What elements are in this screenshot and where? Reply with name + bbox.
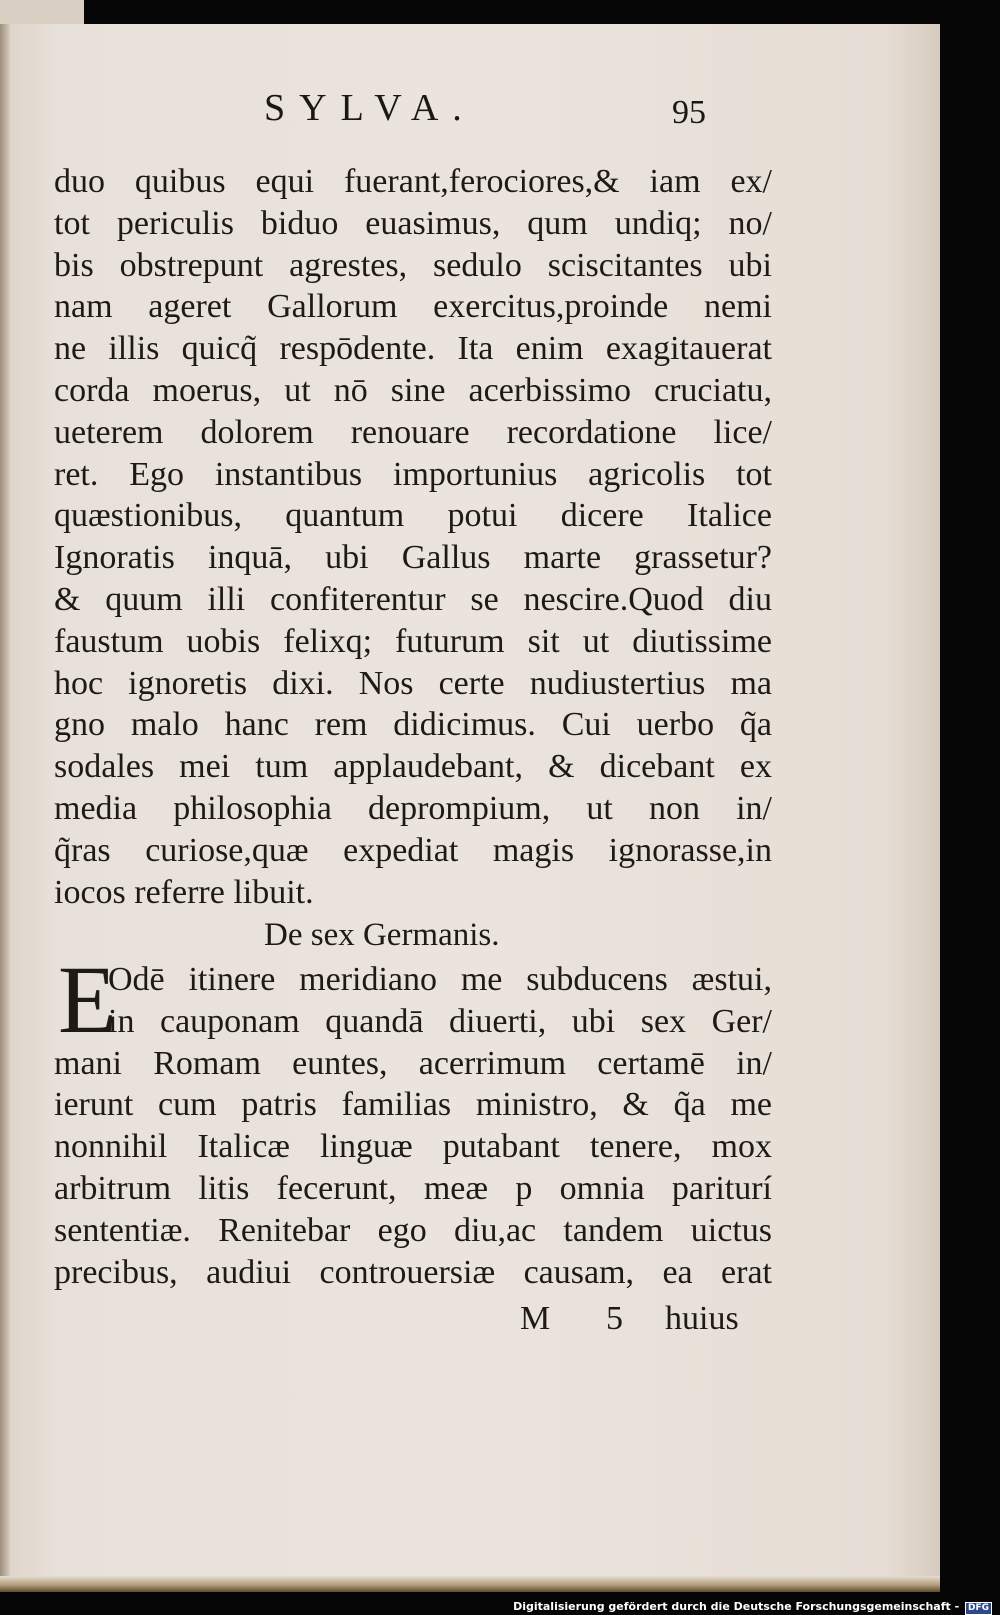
text-line: mani Romam euntes, acerrimum certamē in/ (54, 1044, 772, 1082)
text-line: corda moerus, ut nō sine acerbissimo cruciatu, (54, 371, 772, 409)
signature-number: 5 (606, 1300, 623, 1337)
catchword: huius (665, 1300, 739, 1337)
drop-initial: E (58, 946, 117, 1053)
body-text (54, 161, 772, 958)
text-line: sententiæ. Renitebar ego diu,ac tandem uictus (54, 1211, 772, 1249)
page-bottom-edge (0, 1576, 940, 1592)
text-line: & quum illi confiterentur se nescire.Quod diu (54, 580, 772, 618)
text-line: tot periculis biduo euasimus, qum undiq; no/ (54, 204, 772, 242)
text-line: precibus, audiui controuersiæ causam, ea erat (54, 1253, 772, 1291)
page-number: 95 (672, 94, 706, 131)
text-line: arbitrum litis fecerunt, meæ p omnia pariturí (54, 1169, 772, 1207)
text-line: gno malo hanc rem didicimus. Cui uerbo q̃a (54, 706, 772, 744)
text-line: sodales mei tum applaudebant, & dicebant ex (54, 748, 772, 786)
signature-mark: M (520, 1300, 551, 1337)
running-head: SYLVA. (264, 87, 476, 129)
text-line: quæstionibus, quantum potui dicere Italice (54, 497, 772, 535)
text-line: bis obstrepunt agrestes, sedulo sciscitantes ubi (54, 246, 772, 284)
text-line: faustum uobis felixq; futurum sit ut diutissime (54, 622, 772, 660)
text-line: duo quibus equi fuerant,ferociores,& iam ex/ (54, 163, 772, 200)
text-line-last: iocos referre libuit. (54, 873, 314, 911)
footer-text: Digitalisierung gefördert durch die Deutsche Forschungsgemeinschaft - (513, 1600, 960, 1613)
page-edge-strip (0, 0, 84, 24)
text-line: ierunt cum patris familias ministro, & q̃a me (54, 1086, 772, 1124)
text-line: ne illis quicq̃ respōdente. Ita enim exagitauerat (54, 330, 772, 368)
scanned-page (0, 24, 940, 1592)
text-line: q̃ras curiose,quæ expediat magis ignorasse,in (54, 831, 772, 869)
text-line: nam ageret Gallorum exercitus,proinde nemi (54, 288, 772, 326)
text-line: in cauponam quandā diuerti, ubi sex Ger/ (108, 1002, 772, 1040)
page-gutter (0, 24, 10, 1592)
footer-credit (513, 1600, 992, 1615)
text-line: Odē itinere meridiano me subducens æstui, (108, 961, 772, 998)
text-line: ueterem dolorem renouare recordatione lice/ (54, 413, 772, 451)
text-line: ret. Ego instantibus importunius agricolis tot (54, 455, 772, 493)
text-line: media philosophia deprompium, ut non in/ (54, 789, 772, 827)
section-heading: De sex Germanis. (264, 917, 500, 954)
dfg-logo-icon: DFG (965, 1602, 992, 1615)
text-line: nonnihil Italicæ linguæ putabant tenere, mox (54, 1128, 772, 1166)
text-line: hoc ignoretis dixi. Nos certe nudiustertius ma (54, 664, 772, 702)
section-text (54, 959, 772, 1293)
text-line: Ignoratis inquā, ubi Gallus marte grassetur? (54, 539, 772, 577)
